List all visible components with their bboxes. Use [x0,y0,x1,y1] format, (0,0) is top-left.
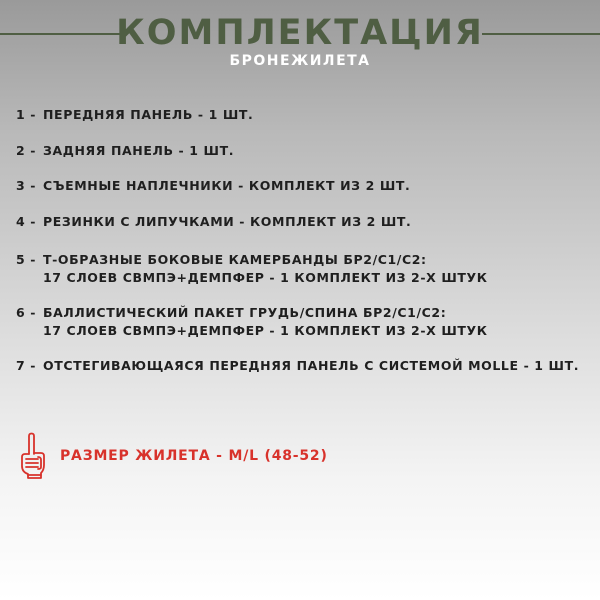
item-number: 7 - [16,358,37,373]
item-text [43,304,488,340]
hand-pointing-up-icon [20,432,46,480]
item-text [43,357,579,375]
item-line: 17 СЛОЕВ СВМПЭ+ДЕМПФЕР - 1 КОМПЛЕКТ ИЗ 2-Х ШТУК [43,270,488,285]
item-number: 4 - [16,214,37,229]
item-line: ПЕРЕДНЯЯ ПАНЕЛЬ - 1 ШТ. [43,107,254,122]
item-number: 3 - [16,178,37,193]
list-item [16,106,253,124]
list-item [16,142,234,160]
item-line: СЪЕМНЫЕ НАПЛЕЧНИКИ - КОМПЛЕКТ ИЗ 2 ШТ. [43,178,411,193]
item-text [43,142,234,160]
list-item [16,357,579,375]
item-text [43,177,410,195]
item-line: 17 СЛОЕВ СВМПЭ+ДЕМПФЕР - 1 КОМПЛЕКТ ИЗ 2-Х ШТУК [43,323,488,338]
item-line: ЗАДНЯЯ ПАНЕЛЬ - 1 ШТ. [43,143,235,158]
item-number: 6 - [16,305,37,320]
page-subtitle: БРОНЕЖИЛЕТА [229,53,371,69]
item-line: Т-ОБРАЗНЫЕ БОКОВЫЕ КАМЕРБАНДЫ БР2/С1/С2: [43,252,427,267]
page-title: КОМПЛЕКТАЦИЯ [116,13,484,53]
item-text [43,213,411,231]
item-line: ОТСТЕГИВАЮЩАЯСЯ ПЕРЕДНЯЯ ПАНЕЛЬ С СИСТЕМОЙ MOLLE - 1 ШТ. [43,358,580,373]
size-label: РАЗМЕР ЖИЛЕТА - M/L (48-52) [60,448,328,464]
item-text [43,251,488,287]
list-item [16,251,488,287]
item-number: 5 - [16,252,37,267]
item-line: РЕЗИНКИ С ЛИПУЧКАМИ - КОМПЛЕКТ ИЗ 2 ШТ. [43,214,412,229]
item-number: 1 - [16,107,37,122]
size-info [20,432,328,480]
list-item [16,177,410,195]
item-number: 2 - [16,143,37,158]
list-item [16,304,488,340]
header [0,0,600,90]
item-line: БАЛЛИСТИЧЕСКИЙ ПАКЕТ ГРУДЬ/СПИНА БР2/С1/С2: [43,305,447,320]
item-text [43,106,253,124]
list-item [16,213,411,231]
